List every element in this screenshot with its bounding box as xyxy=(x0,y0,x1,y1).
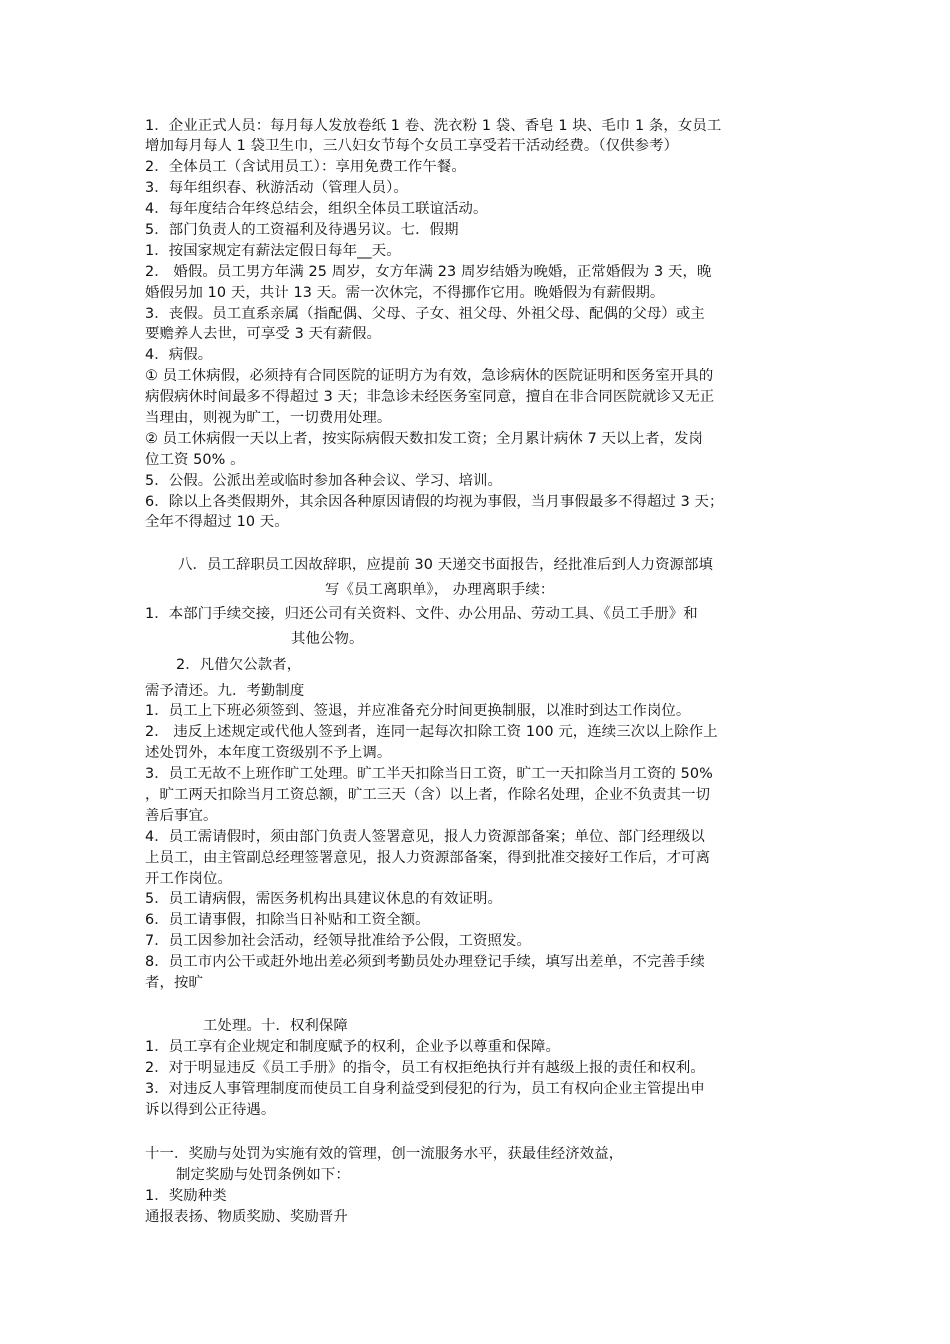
text-line: 2．全体员工（含试用员工）：享用免费工作午餐。 xyxy=(145,159,466,175)
section-heading: 十一．奖励与处罚为实施有效的管理，创一流服务水平，获最佳经济效益， xyxy=(145,1146,624,1162)
text-line: 4．病假。 xyxy=(145,347,213,363)
text-line: 1．员工享有企业规定和制度赋予的权利，企业予以尊重和保障。 xyxy=(145,1039,560,1055)
text-line: ② 员工休病假一天以上者，按实际病假天数扣发工资；全月累计病休 7 天以上者，发岗 xyxy=(145,431,703,447)
text-line: 3．员工无故不上班作旷工处理。旷工半天扣除当日工资，旷工一天扣除当月工资的 50% xyxy=(145,766,713,782)
text-line: 上员工，由主管副总经理签署意见，报人力资源部备案，得到批准交接好工作后，才可离 xyxy=(145,850,711,866)
section-heading: 需予清还。九．考勤制度 xyxy=(145,683,305,699)
text-line: 病假病休时间最多不得超过 3 天；非急诊未经医务室同意，擅自在非合同医院就诊又无正 xyxy=(145,389,715,405)
text-line: 位工资 50% 。 xyxy=(145,452,245,468)
text-line: 善后事宜。 xyxy=(145,808,218,824)
text-line: 2． 违反上述规定或代他人签到者，连同一起每次扣除工资 100 元，连续三次以上除作上 xyxy=(145,724,718,740)
text-line: 当理由，则视为旷工，一切费用处理。 xyxy=(145,410,392,426)
text-line: ，旷工两天扣除当月工资总额，旷工三天（含）以上者，作除名处理，企业不负责其一切 xyxy=(145,787,711,803)
text-line: 2． 婚假。员工男方年满 25 周岁，女方年满 23 周岁结婚为晚婚，正常婚假为 3 天，晚 xyxy=(145,264,712,280)
text-line: 6．员工请事假，扣除当日补贴和工资全额。 xyxy=(145,912,430,928)
text-line: 写《员工离职单》， 办理离职手续： xyxy=(325,582,555,598)
section-heading: 工处理。十．权利保障 xyxy=(203,1018,348,1034)
text-line: 增加每月每人 1 袋卫生巾，三八妇女节每个女员工享受若干活动经费。（仅供参考） xyxy=(145,138,679,154)
text-line: 开工作岗位。 xyxy=(145,871,232,887)
text-line: 诉以得到公正待遇。 xyxy=(145,1102,276,1118)
text-line: 1．本部门手续交接，归还公司有关资料、文件、办公用品、劳动工具、《员工手册》和 xyxy=(145,606,698,622)
text-line: 1．按国家规定有薪法定假日每年__天。 xyxy=(145,243,401,259)
text-line: 5．部门负责人的工资福利及待遇另议。七．假期 xyxy=(145,222,459,238)
text-line: 要赡养人去世，可享受 3 天有薪假。 xyxy=(145,326,381,342)
text-line: 3．对违反人事管理制度而使员工自身利益受到侵犯的行为，员工有权向企业主管提出申 xyxy=(145,1081,705,1097)
text-line: 5．公假。公派出差或临时参加各种会议、学习、培训。 xyxy=(145,473,503,489)
text-line: 通报表扬、物质奖励、奖励晋升 xyxy=(145,1209,348,1225)
text-line: 1．企业正式人员：每月每人发放卷纸 1 卷、洗衣粉 1 袋、香皂 1 块、毛巾 1 条，女员工 xyxy=(145,118,722,134)
text-line: 5．员工请病假，需医务机构出具建议休息的有效证明。 xyxy=(145,891,503,907)
text-line: 4．员工需请假时，须由部门负责人签署意见，报人力资源部备案；单位、部门经理级以 xyxy=(145,829,705,845)
text-line: 3．丧假。员工直系亲属（指配偶、父母、子女、祖父母、外祖父母、配偶的父母）或主 xyxy=(145,306,705,322)
section-heading: 八．员工辞职员工因故辞职，应提前 30 天递交书面报告，经批准后到人力资源部填 xyxy=(178,557,714,573)
text-line: 制定奖励与处罚条例如下： xyxy=(176,1167,350,1183)
text-line: 全年不得超过 10 天。 xyxy=(145,514,289,530)
text-line: 3．每年组织春、秋游活动（管理人员）。 xyxy=(145,180,408,196)
text-line: 6．除以上各类假期外，其余因各种原因请假的均视为事假，当月事假最多不得超过 3 天； xyxy=(145,494,724,510)
text-line: 8．员工市内公干或赶外地出差必须到考勤员处办理登记手续，填写出差单，不完善手续 xyxy=(145,954,705,970)
text-line: 1．奖励种类 xyxy=(145,1188,227,1204)
text-line: 者，按旷 xyxy=(145,975,203,991)
text-line: ① 员工休病假，必须持有合同医院的证明方为有效，急诊病休的医院证明和医务室开具的 xyxy=(145,368,714,384)
text-line: 其他公物。 xyxy=(291,631,364,647)
text-line: 述处罚外，本年度工资级别不予上调。 xyxy=(145,745,392,761)
text-line: 7．员工因参加社会活动，经领导批准给予公假，工资照发。 xyxy=(145,933,532,949)
text-line: 4．每年度结合年终总结会，组织全体员工联谊活动。 xyxy=(145,201,488,217)
text-line: 2．对于明显违反《员工手册》的指令，员工有权拒绝执行并有越级上报的责任和权利。 xyxy=(145,1060,705,1076)
text-line: 2．凡借欠公款者， xyxy=(176,657,302,673)
text-line: 婚假另加 10 天，共计 13 天。需一次休完，不得挪作它用。晚婚假为有薪假期。 xyxy=(145,285,665,301)
text-line: 1．员工上下班必须签到、签退，并应准备充分时间更换制服，以准时到达工作岗位。 xyxy=(145,703,691,719)
